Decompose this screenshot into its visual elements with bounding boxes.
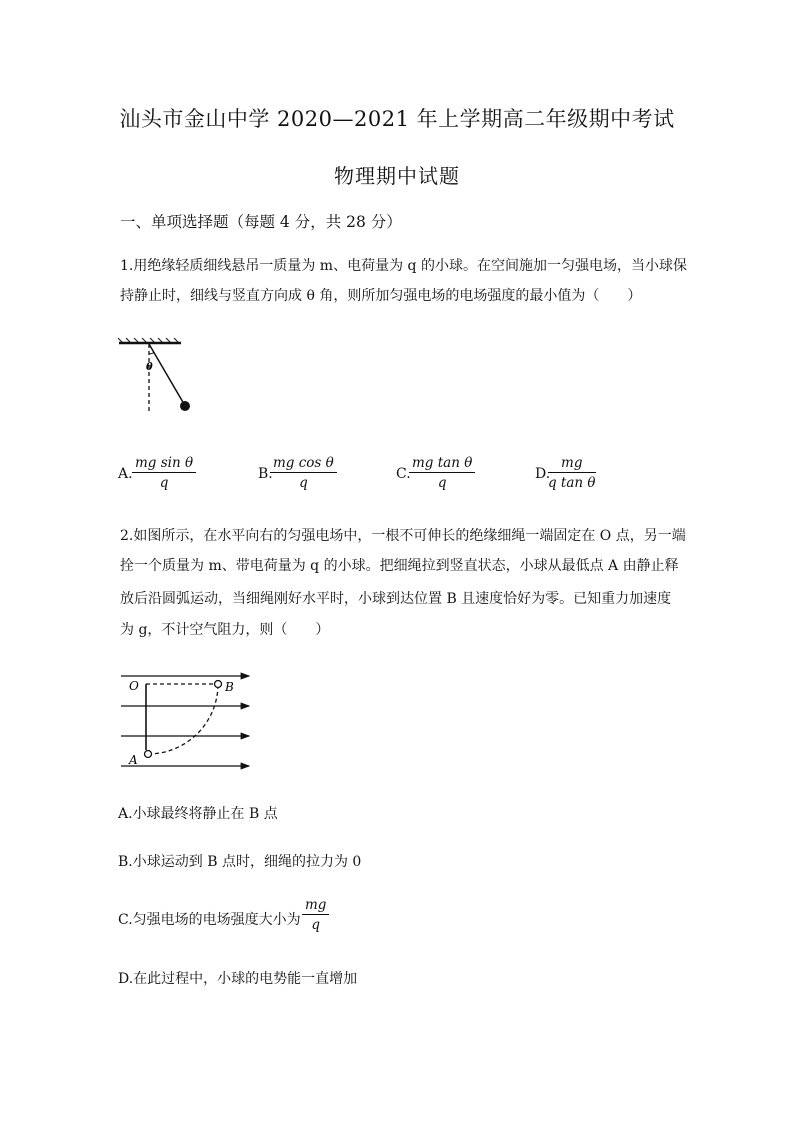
section-heading: 一、单项选择题（每题 4 分，共 28 分） [120, 213, 402, 231]
q2-option-d-label: D. [118, 971, 134, 987]
q2-option-d [118, 968, 357, 988]
q1-option-b-label: B. [258, 466, 273, 482]
q2-stem-line1: 2.如图所示，在水平向右的匀强电场中，一根不可伸长的绝缘细绳一端固定在 O 点，另一端 [120, 528, 686, 544]
arc-path [148, 685, 218, 754]
q2-option-a [118, 803, 278, 823]
q1-option-c-fraction [409, 455, 475, 491]
label-o: O [129, 679, 139, 693]
q2-option-c-numerator: mg [302, 897, 329, 915]
q1-pendulum-figure [115, 336, 205, 421]
q2-option-a-text: 小球最终将静止在 B 点 [132, 806, 278, 822]
exam-title: 汕头市金山中学 2020—2021 年上学期高二年级期中考试 [119, 107, 675, 131]
q2-option-a-label: A. [118, 806, 133, 822]
q1-option-d-numerator: mg [548, 455, 596, 473]
q1-option-a-denominator: q [159, 475, 169, 491]
label-b: B [225, 680, 234, 694]
q2-option-c-denominator: q [311, 917, 321, 933]
q1-option-c-label: C. [396, 466, 411, 482]
pendulum-string [149, 344, 184, 404]
q1-option-d-fraction [548, 455, 596, 491]
q2-option-c-text: 匀强电场的电场强度大小为 [132, 912, 301, 928]
q1-option-d-label: D. [535, 466, 551, 482]
q2-stem-line4: 为 g，不计空气阻力，则（ ） [120, 622, 330, 638]
q1-option-d-denominator: q tan θ [548, 475, 596, 491]
q2-option-b-label: B. [118, 854, 133, 870]
q1-option-c-numerator: mg tan θ [409, 455, 475, 473]
q2-field-figure [115, 664, 255, 774]
q2-stem-line2: 拴一个质量为 m、带电荷量为 q 的小球。把细绳拉到竖直状态，小球从最低点 A 由静止释 [120, 558, 679, 574]
label-a: A [129, 753, 138, 767]
q1-option-b-fraction [270, 455, 337, 491]
q2-option-c-fraction [302, 897, 329, 933]
q1-option-a-label: A. [118, 466, 133, 482]
q2-option-d-text: 在此过程中，小球的电势能一直增加 [133, 971, 358, 987]
q1-option-a-fraction [132, 455, 196, 491]
ball-at-b [215, 681, 222, 688]
q1-option-b-numerator: mg cos θ [270, 455, 337, 473]
q2-option-c-label: C. [118, 912, 133, 928]
q1-option-a-numerator: mg sin θ [132, 455, 196, 473]
q2-stem-line3: 放后沿圆弧运动，当细绳刚好水平时，小球到达位置 B 且速度恰好为零。已知重力加速度 [120, 591, 672, 607]
q2-option-b [118, 851, 361, 871]
theta-label: θ [146, 362, 153, 373]
exam-subtitle: 物理期中试题 [334, 164, 460, 188]
q1-option-b-denominator: q [299, 475, 308, 491]
ball-at-a [145, 751, 152, 758]
q1-stem-line1: 1.用绝缘轻质细线悬吊一质量为 m、电荷量为 q 的小球。在空间施加一匀强电场，当小球保 [120, 258, 687, 274]
q1-stem-line2: 持静止时，细线与竖直方向成 θ 角，则所加匀强电场的电场强度的最小值为（ ） [120, 288, 642, 304]
pendulum-ball [180, 401, 190, 411]
q1-option-c-denominator: q [437, 475, 447, 491]
q2-option-b-text: 小球运动到 B 点时，细绳的拉力为 0 [132, 854, 362, 870]
q2-option-c [118, 909, 301, 929]
